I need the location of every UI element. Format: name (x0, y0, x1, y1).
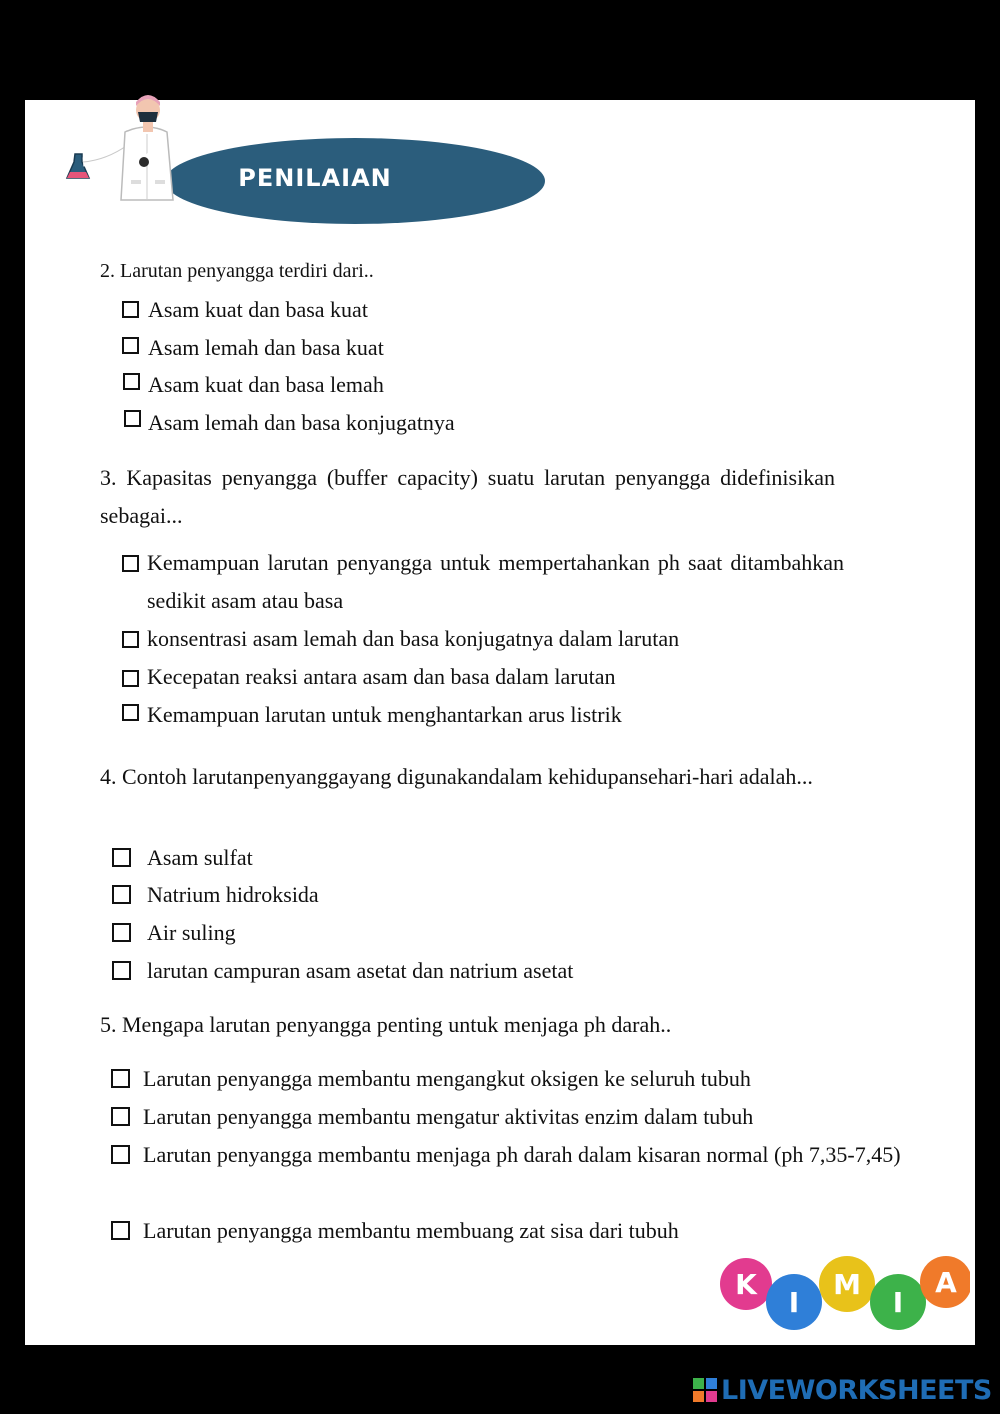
option-5a[interactable] (111, 1060, 911, 1098)
liveworksheets-icon (693, 1378, 717, 1402)
option-label: Asam sulfat (147, 845, 253, 870)
checkbox[interactable] (122, 670, 139, 687)
checkbox[interactable] (111, 1221, 130, 1240)
option-label: larutan campuran asam asetat dan natrium asetat (147, 958, 574, 983)
option-5c[interactable] (111, 1136, 901, 1174)
option-2c[interactable] (122, 366, 722, 404)
checkbox[interactable] (112, 923, 131, 942)
checkbox[interactable] (112, 848, 131, 867)
svg-text:M: M (833, 1268, 861, 1301)
checkbox[interactable] (124, 410, 141, 427)
option-3b[interactable] (122, 620, 844, 658)
option-4a[interactable] (112, 839, 812, 877)
checkbox[interactable] (122, 704, 139, 721)
checkbox[interactable] (123, 373, 140, 390)
checkbox[interactable] (112, 961, 131, 980)
worksheet-page (25, 100, 975, 1345)
option-2b[interactable] (122, 329, 722, 367)
option-label: Natrium hidroksida (147, 882, 319, 907)
option-label: Kemampuan larutan untuk menghantarkan arus listrik (147, 702, 622, 727)
svg-text:I: I (892, 1286, 904, 1319)
option-label: konsentrasi asam lemah dan basa konjugatnya dalam larutan (147, 626, 680, 651)
checkbox[interactable] (122, 631, 139, 648)
option-5d[interactable] (111, 1212, 911, 1250)
question-5 (100, 1006, 835, 1044)
option-3d[interactable] (122, 696, 844, 734)
kimia-decoration (720, 1250, 970, 1340)
option-label: Larutan penyangga membantu menjaga ph darah dalam kisaran normal (ph 7,35-7,45) (143, 1142, 901, 1167)
option-2d[interactable] (122, 404, 722, 442)
option-label: Asam kuat dan basa lemah (148, 372, 384, 397)
scientist-illustration (47, 92, 207, 210)
option-3c[interactable] (122, 658, 844, 696)
option-label: Asam lemah dan basa kuat (148, 335, 384, 360)
kimia-ball-i1 (766, 1274, 822, 1330)
option-label: Kecepatan reaksi antara asam dan basa dalam larutan (147, 664, 616, 689)
brand-name: LIVEWORKSHEETS (721, 1374, 992, 1406)
question-text: 5. Mengapa larutan penyangga penting untuk menjaga ph darah.. (100, 1012, 672, 1037)
option-5b[interactable] (111, 1098, 911, 1136)
option-2a[interactable] (122, 291, 722, 329)
question-text: 2. Larutan penyangga terdiri dari.. (100, 260, 374, 282)
kimia-ball-k (720, 1258, 772, 1310)
checkbox[interactable] (111, 1107, 130, 1126)
question-text: 3. Kapasitas penyangga (buffer capacity) suatu larutan penyangga didefinisikan sebagai... (100, 465, 835, 528)
option-label: Larutan penyangga membantu mengatur aktivitas enzim dalam tubuh (143, 1104, 754, 1129)
checkbox[interactable] (112, 885, 131, 904)
checkbox[interactable] (111, 1069, 130, 1088)
svg-text:K: K (735, 1268, 757, 1301)
question-2 (100, 252, 835, 290)
checkbox[interactable] (122, 337, 139, 354)
option-label: Asam lemah dan basa konjugatnya (148, 410, 455, 435)
option-label: Kemampuan larutan penyangga untuk mempertahankan ph saat ditambahkan sedikit asam atau basa (147, 550, 844, 613)
checkbox[interactable] (122, 301, 139, 318)
title-banner (165, 138, 545, 224)
option-4b[interactable] (112, 876, 812, 914)
checkbox[interactable] (111, 1145, 130, 1164)
kimia-ball-a (920, 1256, 970, 1308)
checkbox[interactable] (122, 555, 139, 572)
option-4c[interactable] (112, 914, 812, 952)
svg-text:I: I (788, 1286, 800, 1319)
option-label: Asam kuat dan basa kuat (148, 297, 368, 322)
question-4 (100, 758, 835, 796)
option-label: Larutan penyangga membantu mengangkut oksigen ke seluruh tubuh (143, 1066, 751, 1091)
option-label: Air suling (147, 920, 236, 945)
option-label: Larutan penyangga membantu membuang zat sisa dari tubuh (143, 1218, 679, 1243)
svg-text:A: A (935, 1266, 957, 1299)
question-text: 4. Contoh larutanpenyanggayang digunakandalam kehidupansehari-hari adalah... (100, 764, 813, 789)
liveworksheets-logo[interactable] (693, 1374, 992, 1406)
question-3 (100, 459, 835, 535)
option-3a[interactable] (122, 544, 844, 620)
kimia-ball-m (819, 1256, 875, 1312)
page-title: PENILAIAN (238, 164, 392, 192)
option-4d[interactable] (112, 952, 812, 990)
kimia-ball-i2 (870, 1274, 926, 1330)
